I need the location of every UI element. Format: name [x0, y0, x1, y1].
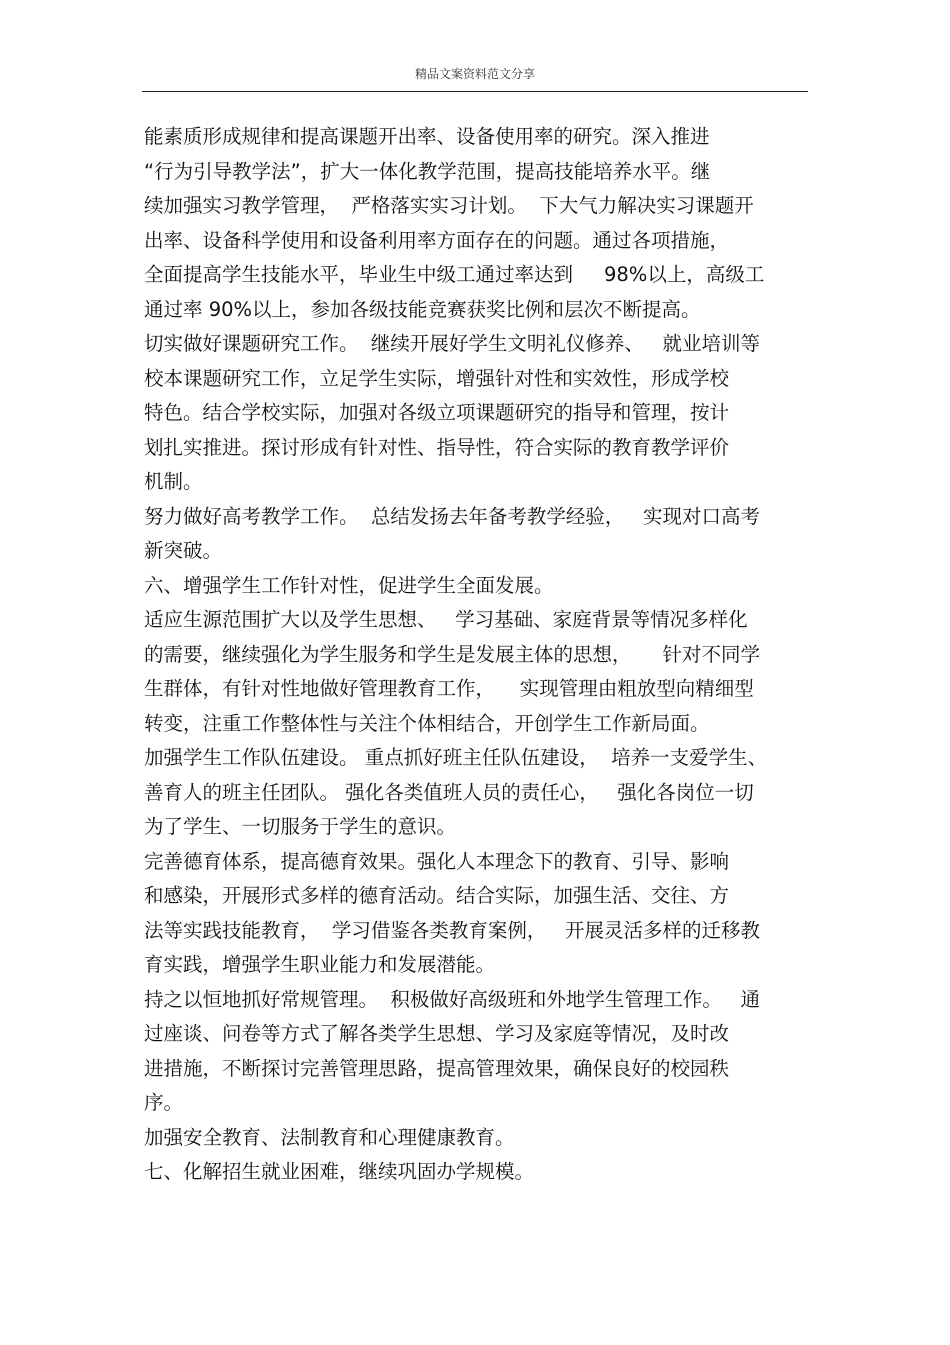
- text-line: 能素质形成规律和提高课题开出率、设备使用率的研究。深入推进: [144, 125, 710, 148]
- text-line: 全面提高学生技能水平，毕业生中级工通过率达到 98%以上，高级工: [144, 263, 765, 286]
- section-heading: 七、化解招生就业困难，继续巩固办学规模。: [144, 1160, 535, 1183]
- text-line: 和感染，开展形式多样的德育活动。结合实际，加强生活、交往、方: [144, 884, 730, 907]
- text-line: 通过率 90%以上，参加各级技能竞赛获奖比例和层次不断提高。: [144, 297, 701, 321]
- document-body: [144, 120, 814, 1190]
- text-line: 出率、设备科学使用和设备利用率方面存在的问题。通过各项措施，: [144, 228, 730, 252]
- text-line: 法等实践技能教育， 学习借鉴各类教育案例， 开展灵活多样的迁移教: [144, 918, 760, 942]
- text-line: 划扎实推进。探讨形成有针对性、指导性，符合实际的教育教学评价: [144, 435, 730, 459]
- text-line: 校本课题研究工作，立足学生实际，增强针对性和实效性，形成学校: [144, 366, 730, 390]
- text-line: 为了学生、一切服务于学生的意识。: [144, 815, 457, 838]
- text-line: 的需要，继续强化为学生服务和学生是发展主体的思想， 针对不同学: [144, 642, 760, 666]
- text-line: “行为引导教学法”，扩大一体化教学范围，提高技能培养水平。继: [144, 159, 711, 183]
- page-header-title: 精品文案资料范文分享: [414, 67, 535, 81]
- section-heading: 六、增强学生工作针对性，促进学生全面发展。: [144, 573, 554, 597]
- text-line: 序。: [144, 1091, 184, 1114]
- text-line: 过座谈、问卷等方式了解各类学生思想、学习及家庭等情况，及时改: [144, 1022, 730, 1045]
- text-line: 特色。结合学校实际，加强对各级立项课题研究的指导和管理，按计: [144, 401, 730, 424]
- text-line: 进措施，不断探讨完善管理思路，提高管理效果，确保良好的校园秩: [144, 1056, 730, 1080]
- text-line: 加强安全教育、法制教育和心理健康教育。: [144, 1125, 515, 1149]
- text-line: 善育人的班主任团队。 强化各类值班人员的责任心， 强化各岗位一切: [144, 780, 754, 804]
- text-line: 加强学生工作队伍建设。 重点抓好班主任队伍建设， 培养一支爱学生、: [144, 746, 768, 769]
- text-line: 持之以恒地抓好常规管理。 积极做好高级班和外地学生管理工作。 通: [144, 987, 760, 1011]
- text-line: 完善德育体系，提高德育效果。强化人本理念下的教育、引导、影响: [144, 849, 730, 873]
- text-line: 切实做好课题研究工作。 继续开展好学生文明礼仪修养、 就业培训等: [144, 332, 760, 355]
- text-line: 续加强实习教学管理， 严格落实实习计划。 下大气力解决实习课题开: [144, 194, 754, 217]
- text-line: 适应生源范围扩大以及学生思想、 学习基础、家庭背景等情况多样化: [144, 608, 748, 631]
- text-line: 努力做好高考教学工作。 总结发扬去年备考教学经验， 实现对口高考: [144, 504, 760, 528]
- text-line: 转变，注重工作整体性与关注个体相结合，开创学生工作新局面。: [144, 711, 710, 735]
- header-divider: [142, 91, 808, 92]
- text-line: 新突破。: [144, 539, 223, 562]
- text-line: 育实践，增强学生职业能力和发展潜能。: [144, 953, 496, 976]
- text-line: 生群体，有针对性地做好管理教育工作， 实现管理由粗放型向精细型: [144, 677, 754, 700]
- text-line: 机制。: [144, 470, 203, 493]
